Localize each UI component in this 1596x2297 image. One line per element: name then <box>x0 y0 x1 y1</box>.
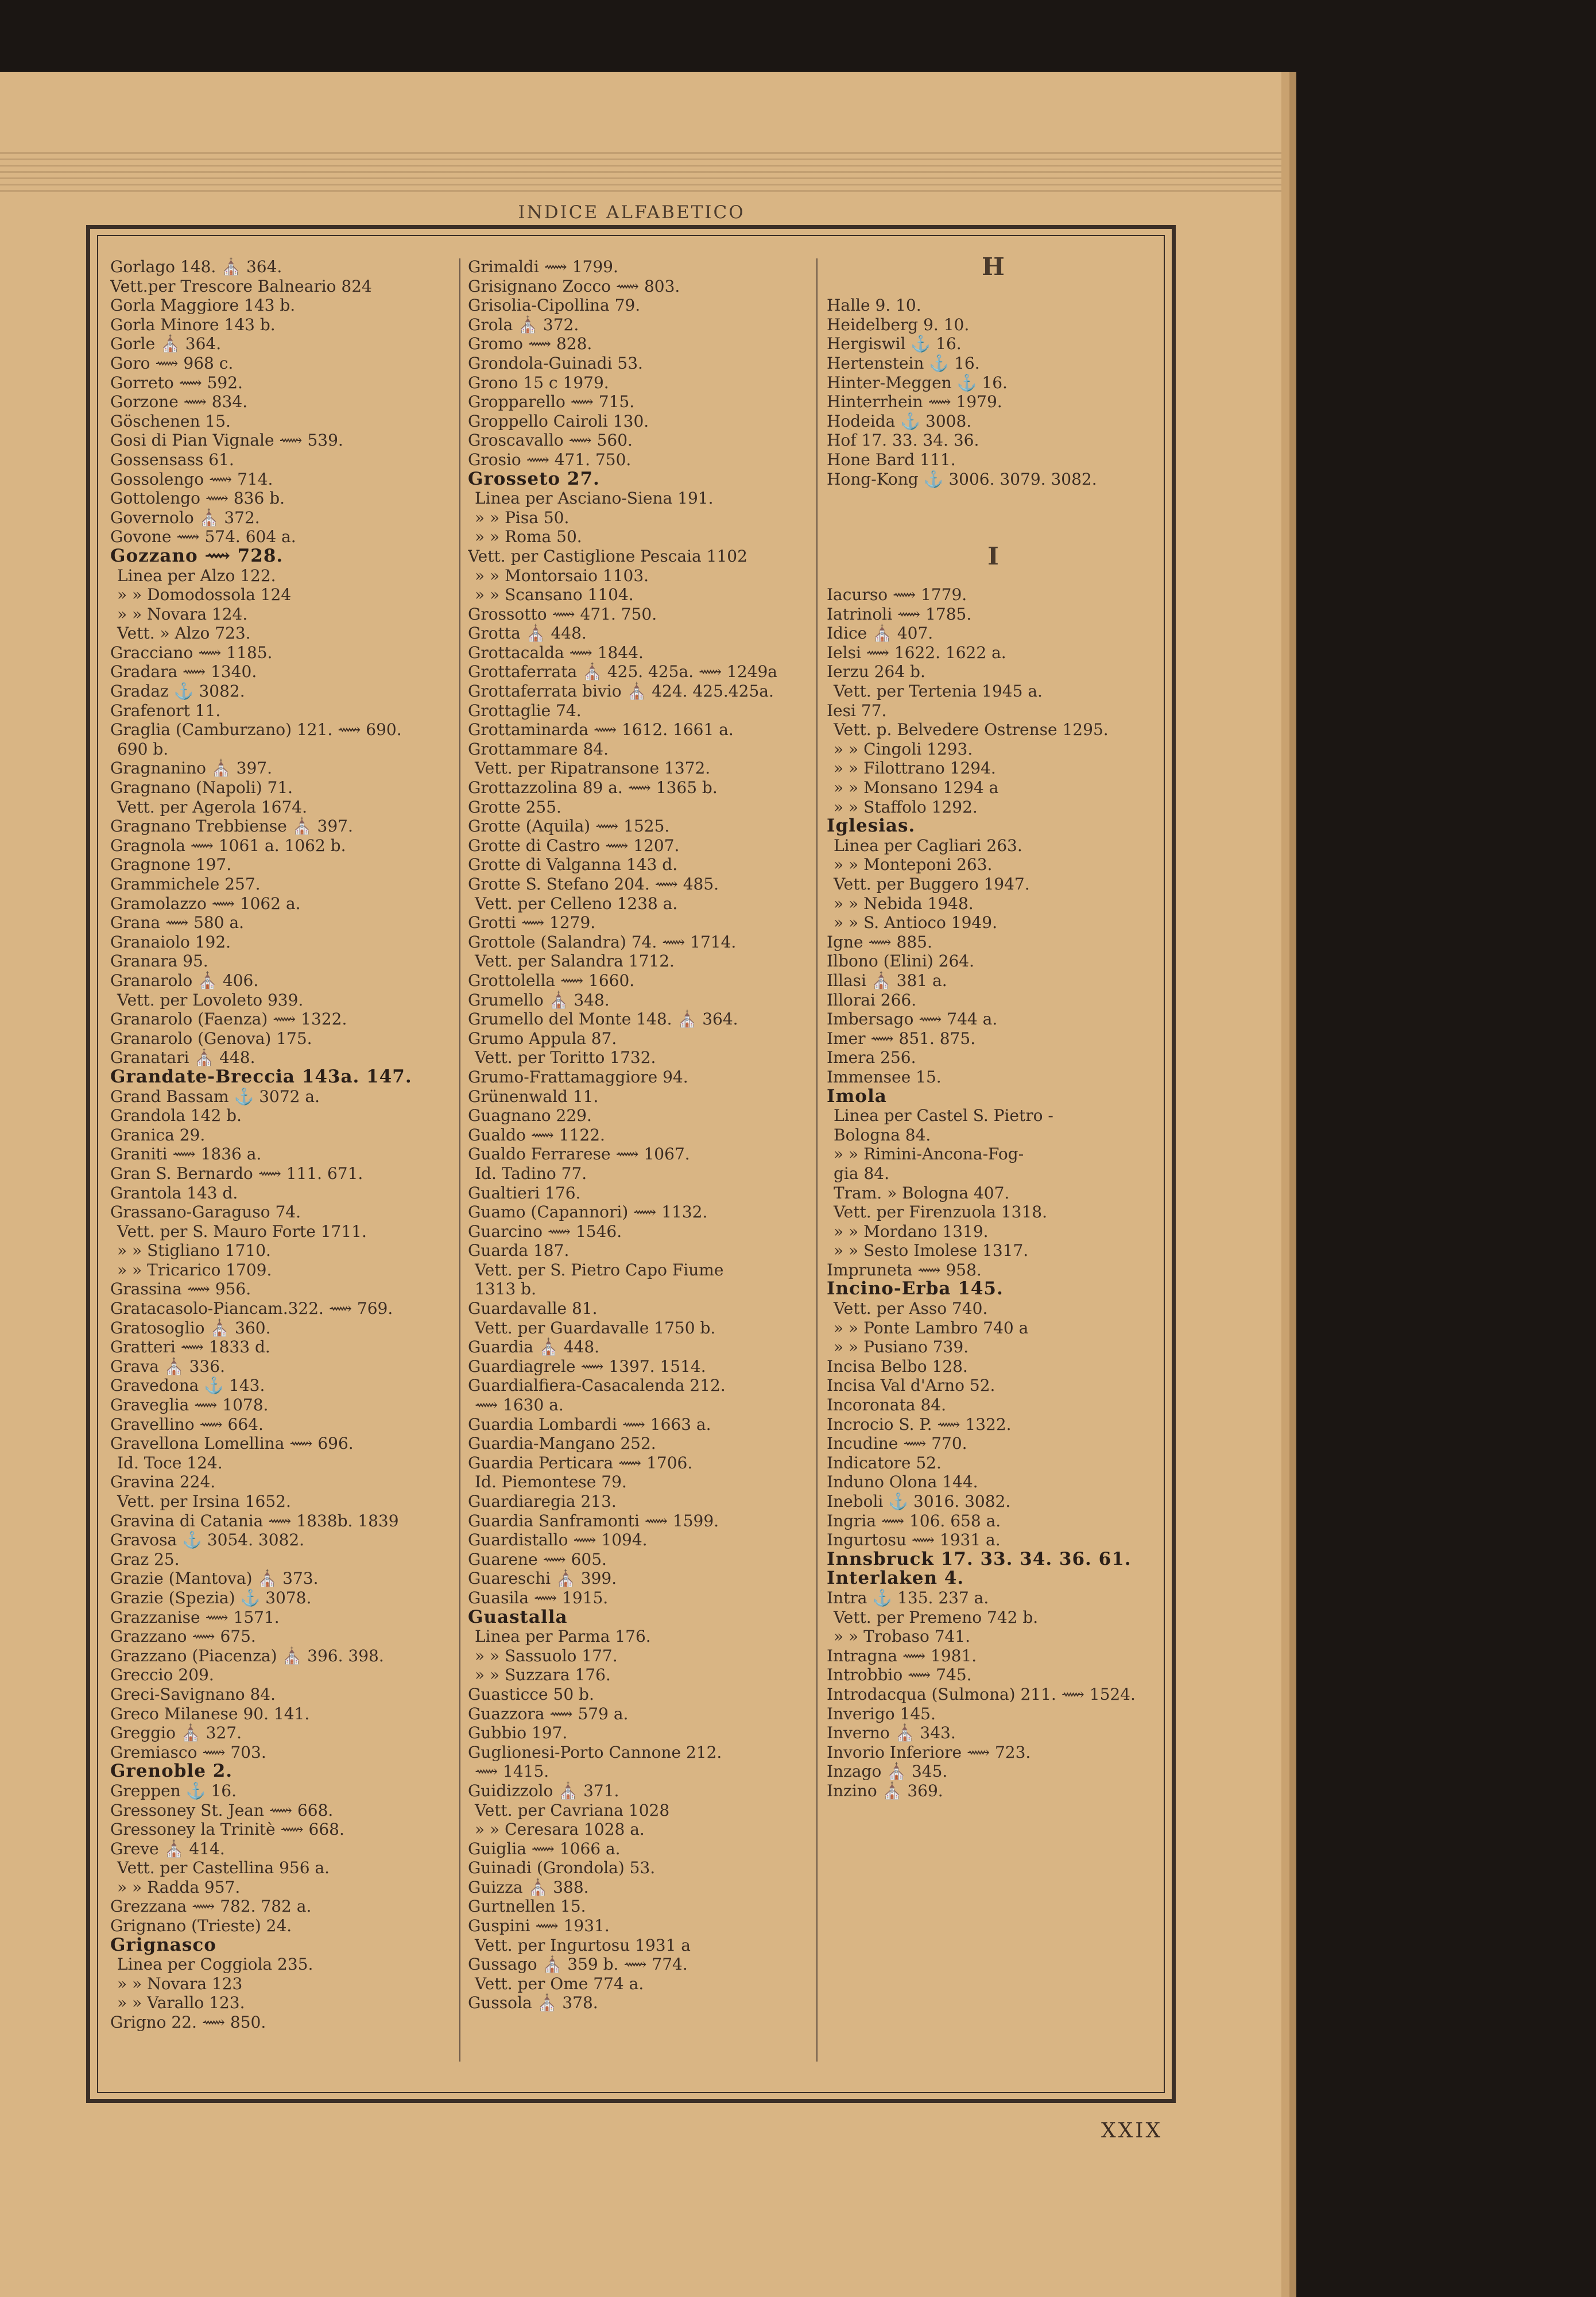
index-entry: Vett. per Celleno 1238 a. <box>475 894 678 913</box>
index-entry: Guardistallo ⟿ 1094. <box>468 1530 648 1550</box>
index-entry: ⟿ 1415. <box>475 1762 549 1781</box>
index-entry: Guardia ⛪ 448. <box>468 1337 600 1357</box>
index-entry: Grigno 22. ⟿ 850. <box>110 2013 266 2032</box>
index-entry-heading: Guastalla <box>468 1607 568 1627</box>
index-entry: Imer ⟿ 851. 875. <box>827 1028 976 1048</box>
index-entry: » » Trobaso 741. <box>834 1627 971 1646</box>
index-entry: Grondola-Guinadi 53. <box>468 353 643 373</box>
index-entry: Gremiasco ⟿ 703. <box>110 1742 266 1762</box>
index-entry-heading: Interlaken 4. <box>827 1569 964 1588</box>
index-entry: Incisa Belbo 128. <box>827 1356 968 1376</box>
index-entry: Guasila ⟿ 1915. <box>468 1588 609 1607</box>
index-entry: Grafenort 11. <box>110 701 221 720</box>
index-entry: Gratacasolo-Piancam.322. ⟿ 769. <box>110 1299 393 1318</box>
index-entry: Gorlago 148. ⛪ 364. <box>110 257 282 276</box>
index-entry: ⟿ 1630 a. <box>475 1395 564 1415</box>
index-entry-heading: Gozzano ⟿ 728. <box>110 546 284 566</box>
index-entry: Graniti ⟿ 1836 a. <box>110 1144 262 1164</box>
index-entry: Guidizzolo ⛪ 371. <box>468 1781 619 1800</box>
index-entry: » » Pisa 50. <box>475 508 570 527</box>
index-entry: Ierzu 264 b. <box>827 662 925 682</box>
index-entry: Linea per Castel S. Pietro - <box>834 1106 1053 1126</box>
index-entry: Vett. per Irsina 1652. <box>117 1492 291 1511</box>
index-entry: Gubbio 197. <box>468 1723 568 1743</box>
index-entry: Guardavalle 81. <box>468 1299 598 1318</box>
index-entry: Inzino ⛪ 369. <box>827 1781 943 1800</box>
index-entry: » » Pusiano 739. <box>834 1337 969 1357</box>
index-entry: Incrocio S. P. ⟿ 1322. <box>827 1414 1012 1434</box>
index-entry: » » Mordano 1319. <box>834 1221 989 1241</box>
index-entry: Id. Piemontese 79. <box>475 1472 627 1492</box>
index-entry: Greggio ⛪ 327. <box>110 1723 242 1743</box>
index-entry: Gorreto ⟿ 592. <box>110 373 243 392</box>
index-entry: Gualdo ⟿ 1122. <box>468 1125 605 1144</box>
index-entry: Guardiaregia 213. <box>468 1492 617 1511</box>
index-entry: » » Nebida 1948. <box>834 894 974 913</box>
index-entry: Gurtnellen 15. <box>468 1897 586 1916</box>
index-entry <box>827 527 1160 547</box>
index-entry: Grammichele 257. <box>110 875 261 894</box>
index-column-3 <box>827 257 1160 1801</box>
index-column-2 <box>468 257 807 2013</box>
page-edge-lines <box>0 152 1281 192</box>
index-entry: Granarolo (Genova) 175. <box>110 1028 312 1048</box>
index-entry: Guamo (Capannori) ⟿ 1132. <box>468 1202 708 1222</box>
index-entry-heading: Grandate-Breccia 143a. 147. <box>110 1067 412 1087</box>
index-entry: Grisolia-Cipollina 79. <box>468 296 641 315</box>
index-entry: Idice ⛪ 407. <box>827 624 933 643</box>
index-entry: Grandola 142 b. <box>110 1106 242 1126</box>
index-entry: Hinterrhein ⟿ 1979. <box>827 392 1002 412</box>
index-entry: Greppen ⚓ 16. <box>110 1781 237 1800</box>
index-entry: Illasi ⛪ 381 a. <box>827 970 947 990</box>
index-column-1 <box>110 257 449 2032</box>
index-entry: Grono 15 c 1979. <box>468 373 609 392</box>
index-entry: Id. Toce 124. <box>117 1453 223 1472</box>
index-entry: Groscavallo ⟿ 560. <box>468 431 633 450</box>
index-entry: Gosi di Pian Vignale ⟿ 539. <box>110 431 343 450</box>
index-entry: Gressoney St. Jean ⟿ 668. <box>110 1800 334 1820</box>
index-entry: Gravedona ⚓ 143. <box>110 1376 265 1395</box>
index-entry: » » Novara 124. <box>117 604 248 624</box>
index-entry-heading: Imola <box>827 1086 887 1107</box>
index-entry: Guglionesi-Porto Cannone 212. <box>468 1742 722 1762</box>
index-entry: Hodeida ⚓ 3008. <box>827 411 972 431</box>
index-entry: Vett. p. Belvedere Ostrense 1295. <box>834 720 1109 740</box>
index-entry: Grazie (Spezia) ⚓ 3078. <box>110 1588 312 1607</box>
index-entry: Grumo Appula 87. <box>468 1028 617 1048</box>
index-entry: Vett. per S. Pietro Capo Fiume <box>475 1260 724 1279</box>
index-entry: Gravellino ⟿ 664. <box>110 1414 264 1434</box>
index-entry-heading: Iglesias. <box>827 817 916 836</box>
index-entry: » » Ponte Lambro 740 a <box>834 1318 1029 1337</box>
index-entry: Guinadi (Grondola) 53. <box>468 1858 656 1878</box>
index-entry: Intragna ⟿ 1981. <box>827 1646 977 1665</box>
index-entry: Gropparello ⟿ 715. <box>468 392 635 412</box>
index-entry: Gravina di Catania ⟿ 1838b. 1839 <box>110 1511 399 1530</box>
index-entry: » » Staffolo 1292. <box>834 797 978 817</box>
index-entry: gia 84. <box>834 1163 890 1183</box>
index-entry: » » Scansano 1104. <box>475 585 634 605</box>
index-entry: Indicatore 52. <box>827 1453 942 1472</box>
index-entry: Grumello ⛪ 348. <box>468 990 610 1010</box>
index-entry: Vett. per Agerola 1674. <box>117 797 307 817</box>
index-entry: Gorla Maggiore 143 b. <box>110 296 296 315</box>
index-entry: Grottaferrata ⛪ 425. 425a. ⟿ 1249a <box>468 662 777 682</box>
index-entry: » » Suzzara 176. <box>475 1665 611 1685</box>
index-entry: Guiglia ⟿ 1066 a. <box>468 1839 621 1858</box>
index-entry: Vett. per Castellina 956 a. <box>117 1858 330 1878</box>
index-entry: Vett. per Guardavalle 1750 b. <box>475 1318 716 1337</box>
index-entry: Gravellona Lomellina ⟿ 696. <box>110 1434 354 1453</box>
index-entry-heading: Grenoble 2. <box>110 1762 233 1781</box>
index-entry: Introbbio ⟿ 745. <box>827 1665 972 1685</box>
index-entry: Immensee 15. <box>827 1067 942 1086</box>
index-entry: Gottolengo ⟿ 836 b. <box>110 489 285 508</box>
index-entry: Grignano (Trieste) 24. <box>110 1916 292 1936</box>
index-entry: Incisa Val d'Arno 52. <box>827 1376 995 1395</box>
index-entry: Grotte (Aquila) ⟿ 1525. <box>468 817 670 836</box>
index-entry: Grottammare 84. <box>468 739 609 759</box>
index-entry <box>827 566 1160 586</box>
index-entry: » » Domodossola 124 <box>117 585 292 605</box>
index-entry: Vett. per Tertenia 1945 a. <box>834 682 1043 701</box>
index-entry: Groppello Cairoli 130. <box>468 411 649 431</box>
index-entry: Granica 29. <box>110 1125 206 1144</box>
index-entry: Grassano-Garaguso 74. <box>110 1202 301 1222</box>
index-entry: Göschenen 15. <box>110 411 231 431</box>
index-entry: Gussola ⛪ 378. <box>468 1993 598 2013</box>
index-entry: Graveglia ⟿ 1078. <box>110 1395 269 1415</box>
index-entry: Grünenwald 11. <box>468 1086 599 1106</box>
index-entry: Gualtieri 176. <box>468 1183 581 1202</box>
section-letter: I <box>987 546 999 566</box>
index-entry: Grand Bassam ⚓ 3072 a. <box>110 1086 320 1106</box>
index-entry: Grottazzolina 89 a. ⟿ 1365 b. <box>468 778 718 798</box>
index-entry: » » S. Antioco 1949. <box>834 913 997 933</box>
index-entry: Granaiolo 192. <box>110 932 231 952</box>
index-entry: » » Cingoli 1293. <box>834 739 973 759</box>
index-entry: Guagnano 229. <box>468 1106 592 1126</box>
index-entry: Vett. per Castiglione Pescaia 1102 <box>468 546 747 566</box>
index-entry: Granara 95. <box>110 952 208 971</box>
index-entry-heading: Innsbruck 17. 33. 34. 36. 61. <box>827 1549 1132 1569</box>
index-entry: Linea per Parma 176. <box>475 1627 651 1646</box>
index-entry: Goro ⟿ 968 c. <box>110 353 234 373</box>
index-entry: Gromo ⟿ 828. <box>468 334 592 354</box>
index-entry: Induno Olona 144. <box>827 1472 978 1492</box>
index-entry: Gualdo Ferrarese ⟿ 1067. <box>468 1144 690 1164</box>
index-entry: Grossotto ⟿ 471. 750. <box>468 604 657 624</box>
index-entry: Incoronata 84. <box>827 1395 946 1415</box>
index-entry: Incudine ⟿ 770. <box>827 1434 967 1453</box>
index-entry: » » Sesto Imolese 1317. <box>834 1241 1029 1260</box>
index-entry: Grottole (Salandra) 74. ⟿ 1714. <box>468 932 737 952</box>
index-entry: 1313 b. <box>475 1279 536 1299</box>
index-entry: Gressoney la Trinitè ⟿ 668. <box>110 1820 344 1839</box>
index-entry: Gran S. Bernardo ⟿ 111. 671. <box>110 1163 363 1183</box>
index-entry: Grotte S. Stefano 204. ⟿ 485. <box>468 875 719 894</box>
index-entry: Gravina 224. <box>110 1472 216 1492</box>
index-entry: Guspini ⟿ 1931. <box>468 1916 610 1936</box>
index-entry: » » Novara 123 <box>117 1974 243 1993</box>
index-entry: Grana ⟿ 580 a. <box>110 913 245 933</box>
index-entry: Id. Tadino 77. <box>475 1163 587 1183</box>
index-entry: Govone ⟿ 574. 604 a. <box>110 527 296 547</box>
index-entry: Guardiagrele ⟿ 1397. 1514. <box>468 1356 706 1376</box>
index-entry: Ingurtosu ⟿ 1931 a. <box>827 1530 1001 1550</box>
index-entry: Ilbono (Elini) 264. <box>827 952 975 971</box>
index-entry: Gratosoglio ⛪ 360. <box>110 1318 271 1337</box>
index-entry: Guareschi ⛪ 399. <box>468 1569 617 1588</box>
index-entry: Guarene ⟿ 605. <box>468 1549 607 1569</box>
index-entry: Invorio Inferiore ⟿ 723. <box>827 1742 1031 1762</box>
index-entry: Grazie (Mantova) ⛪ 373. <box>110 1569 319 1588</box>
page-header: INDICE ALFABETICO <box>518 202 745 223</box>
index-entry: Guardialfiera-Casacalenda 212. <box>468 1376 726 1395</box>
index-entry: Vett. per Ripatransone 1372. <box>475 759 711 778</box>
index-entry: Iesi 77. <box>827 701 887 720</box>
index-entry: Grottaferrata bivio ⛪ 424. 425.425a. <box>468 682 774 701</box>
index-entry: Inzago ⛪ 345. <box>827 1762 948 1781</box>
index-entry-heading: Incino-Erba 145. <box>827 1279 1004 1300</box>
index-entry: Guardia Sanframonti ⟿ 1599. <box>468 1511 719 1530</box>
index-entry: Vett. per Ingurtosu 1931 a <box>475 1935 691 1955</box>
index-entry: Iacurso ⟿ 1779. <box>827 585 967 605</box>
index-entry: Introdacqua (Sulmona) 211. ⟿ 1524. <box>827 1684 1136 1704</box>
index-entry: » » Radda 957. <box>117 1877 241 1897</box>
index-entry: Gragnone 197. <box>110 855 232 875</box>
index-entry: Bologna 84. <box>834 1125 931 1144</box>
index-entry: Ielsi ⟿ 1622. 1622 a. <box>827 643 1006 662</box>
index-entry: Igne ⟿ 885. <box>827 932 932 952</box>
index-entry: » » Rimini-Ancona-Fog- <box>834 1144 1024 1164</box>
index-entry: » » Montorsaio 1103. <box>475 566 649 585</box>
index-entry: Vett. per S. Mauro Forte 1711. <box>117 1221 367 1241</box>
index-entry: Greci-Savignano 84. <box>110 1684 276 1704</box>
index-entry: Gorla Minore 143 b. <box>110 315 276 334</box>
index-entry: Grava ⛪ 336. <box>110 1356 225 1376</box>
index-entry: Gossensass 61. <box>110 450 234 469</box>
index-entry: Grottacalda ⟿ 1844. <box>468 643 644 662</box>
index-entry: Hergiswil ⚓ 16. <box>827 334 962 354</box>
index-entry: Gragnano (Napoli) 71. <box>110 778 293 798</box>
index-entry: Tram. » Bologna 407. <box>834 1183 1010 1202</box>
index-entry: Vett. per Ome 774 a. <box>475 1974 644 1993</box>
index-entry: Linea per Asciano-Siena 191. <box>475 489 714 508</box>
index-entry: Vett. per Premeno 742 b. <box>834 1607 1039 1627</box>
index-entry: » » Monteponi 263. <box>834 855 993 875</box>
index-entry: Graz 25. <box>110 1549 180 1569</box>
index-entry: Grantola 143 d. <box>110 1183 238 1202</box>
index-entry: Gragnanino ⛪ 397. <box>110 759 272 778</box>
index-entry: Grola ⛪ 372. <box>468 315 579 334</box>
index-entry: Linea per Alzo 122. <box>117 566 276 585</box>
column-divider-1 <box>459 258 460 2062</box>
index-entry: Guardia Perticara ⟿ 1706. <box>468 1453 693 1472</box>
index-entry: Guazzora ⟿ 579 a. <box>468 1704 629 1723</box>
index-entry: Guarcino ⟿ 1546. <box>468 1221 622 1241</box>
index-entry: Gratteri ⟿ 1833 d. <box>110 1337 270 1357</box>
index-entry: Intra ⚓ 135. 237 a. <box>827 1588 989 1607</box>
index-entry: Grotte di Valganna 143 d. <box>468 855 678 875</box>
index-entry: Guardia-Mangano 252. <box>468 1434 656 1453</box>
index-entry: Linea per Coggiola 235. <box>117 1955 313 1974</box>
index-entry: Hertenstein ⚓ 16. <box>827 353 980 373</box>
index-entry: Gramolazzo ⟿ 1062 a. <box>110 894 301 913</box>
index-entry: Halle 9. 10. <box>827 296 921 315</box>
section-letter: H <box>982 257 1005 277</box>
index-entry: Guizza ⛪ 388. <box>468 1877 589 1897</box>
index-entry: Iatrinoli ⟿ 1785. <box>827 604 972 624</box>
index-entry: Greve ⛪ 414. <box>110 1839 225 1858</box>
index-entry: Grosio ⟿ 471. 750. <box>468 450 632 469</box>
index-entry: Grotte di Castro ⟿ 1207. <box>468 836 680 855</box>
index-entry: » » Sassuolo 177. <box>475 1646 618 1665</box>
index-entry: Grezzana ⟿ 782. 782 a. <box>110 1897 312 1916</box>
index-entry: Gossolengo ⟿ 714. <box>110 469 273 489</box>
index-entry: Imbersago ⟿ 744 a. <box>827 1010 998 1029</box>
index-entry: Gragnola ⟿ 1061 a. 1062 b. <box>110 836 346 855</box>
index-entry: Gradara ⟿ 1340. <box>110 662 257 682</box>
index-entry: Vett. » Alzo 723. <box>117 624 251 643</box>
index-entry: Vett. per Cavriana 1028 <box>475 1800 670 1820</box>
index-entry: Inverno ⛪ 343. <box>827 1723 956 1743</box>
index-entry: Gracciano ⟿ 1185. <box>110 643 273 662</box>
index-entry: 690 b. <box>117 739 169 759</box>
index-entry: Heidelberg 9. 10. <box>827 315 970 334</box>
page-number: XXIX <box>1101 2119 1163 2143</box>
index-entry: Grottaminarda ⟿ 1612. 1661 a. <box>468 720 734 740</box>
index-entry: Vett. per Firenzuola 1318. <box>834 1202 1048 1222</box>
index-entry: Gradaz ⚓ 3082. <box>110 682 245 701</box>
index-entry: Illorai 266. <box>827 990 917 1010</box>
index-entry: Granarolo (Faenza) ⟿ 1322. <box>110 1010 347 1029</box>
index-entry: Grumo-Frattamaggiore 94. <box>468 1067 688 1086</box>
index-entry: Grazzano (Piacenza) ⛪ 396. 398. <box>110 1646 384 1665</box>
index-entry: Governolo ⛪ 372. <box>110 508 260 527</box>
index-entry: Guarda 187. <box>468 1241 570 1260</box>
index-entry: Guardia Lombardi ⟿ 1663 a. <box>468 1414 711 1434</box>
index-entry: » » Filottrano 1294. <box>834 759 996 778</box>
index-entry: Gorzone ⟿ 834. <box>110 392 248 412</box>
index-entry: Granatari ⛪ 448. <box>110 1048 255 1068</box>
column-divider-2 <box>816 258 818 2062</box>
index-entry: Hof 17. 33. 34. 36. <box>827 431 979 450</box>
index-entry: » » Stigliano 1710. <box>117 1241 271 1260</box>
index-entry: Grazzano ⟿ 675. <box>110 1627 256 1646</box>
index-entry: Gravosa ⚓ 3054. 3082. <box>110 1530 305 1550</box>
index-entry: » » Monsano 1294 a <box>834 778 999 798</box>
index-entry: » » Roma 50. <box>475 527 582 547</box>
index-entry <box>827 508 1160 528</box>
index-entry: Grisignano Zocco ⟿ 803. <box>468 276 680 296</box>
index-entry: Gorle ⛪ 364. <box>110 334 222 354</box>
index-entry: Guasticce 50 b. <box>468 1684 594 1704</box>
index-entry: Hong-Kong ⚓ 3006. 3079. 3082. <box>827 469 1097 489</box>
index-entry: Grottolella ⟿ 1660. <box>468 970 635 990</box>
index-entry: Vett.per Trescore Balneario 824 <box>110 276 372 296</box>
index-entry: Ingria ⟿ 106. 658 a. <box>827 1511 1001 1530</box>
index-entry: Hone Bard 111. <box>827 450 956 469</box>
index-entry: Gragnano Trebbiense ⛪ 397. <box>110 817 353 836</box>
index-entry: Vett. per Asso 740. <box>834 1299 988 1318</box>
index-entry-heading: Grignasco <box>110 1935 216 1955</box>
index-entry: Greco Milanese 90. 141. <box>110 1704 310 1723</box>
index-entry: Graglia (Camburzano) 121. ⟿ 690. <box>110 720 402 740</box>
index-entry: Greccio 209. <box>110 1665 214 1685</box>
index-entry: » » Tricarico 1709. <box>117 1260 272 1279</box>
index-entry <box>827 489 1160 508</box>
index-entry: Inverigo 145. <box>827 1704 936 1723</box>
index-entry: Grotte 255. <box>468 797 561 817</box>
index-entry: Linea per Cagliari 263. <box>834 836 1022 855</box>
index-entry: Grottaglie 74. <box>468 701 582 720</box>
index-entry: Hinter-Meggen ⚓ 16. <box>827 373 1008 392</box>
index-entry: Grotti ⟿ 1279. <box>468 913 596 933</box>
index-entry: Grotta ⛪ 448. <box>468 624 587 643</box>
index-entry: Vett. per Buggero 1947. <box>834 875 1030 894</box>
index-entry: Vett. per Toritto 1732. <box>475 1048 656 1068</box>
index-entry: Grimaldi ⟿ 1799. <box>468 257 618 276</box>
index-entry-heading: Grosseto 27. <box>468 469 600 489</box>
index-entry: Imera 256. <box>827 1048 916 1068</box>
index-entry: Ineboli ⚓ 3016. 3082. <box>827 1492 1011 1511</box>
index-entry: Grassina ⟿ 956. <box>110 1279 251 1299</box>
index-entry: Grumello del Monte 148. ⛪ 364. <box>468 1010 738 1029</box>
index-entry <box>827 277 1160 296</box>
index-entry: Impruneta ⟿ 958. <box>827 1260 982 1279</box>
index-entry: Vett. per Lovoleto 939. <box>117 990 304 1010</box>
index-entry: » » Varallo 123. <box>117 1993 245 2013</box>
index-entry: Gussago ⛪ 359 b. ⟿ 774. <box>468 1955 688 1974</box>
index-entry: Granarolo ⛪ 406. <box>110 970 259 990</box>
index-entry: Grazzanise ⟿ 1571. <box>110 1607 280 1627</box>
index-entry: Vett. per Salandra 1712. <box>475 952 675 971</box>
index-entry: » » Ceresara 1028 a. <box>475 1820 645 1839</box>
